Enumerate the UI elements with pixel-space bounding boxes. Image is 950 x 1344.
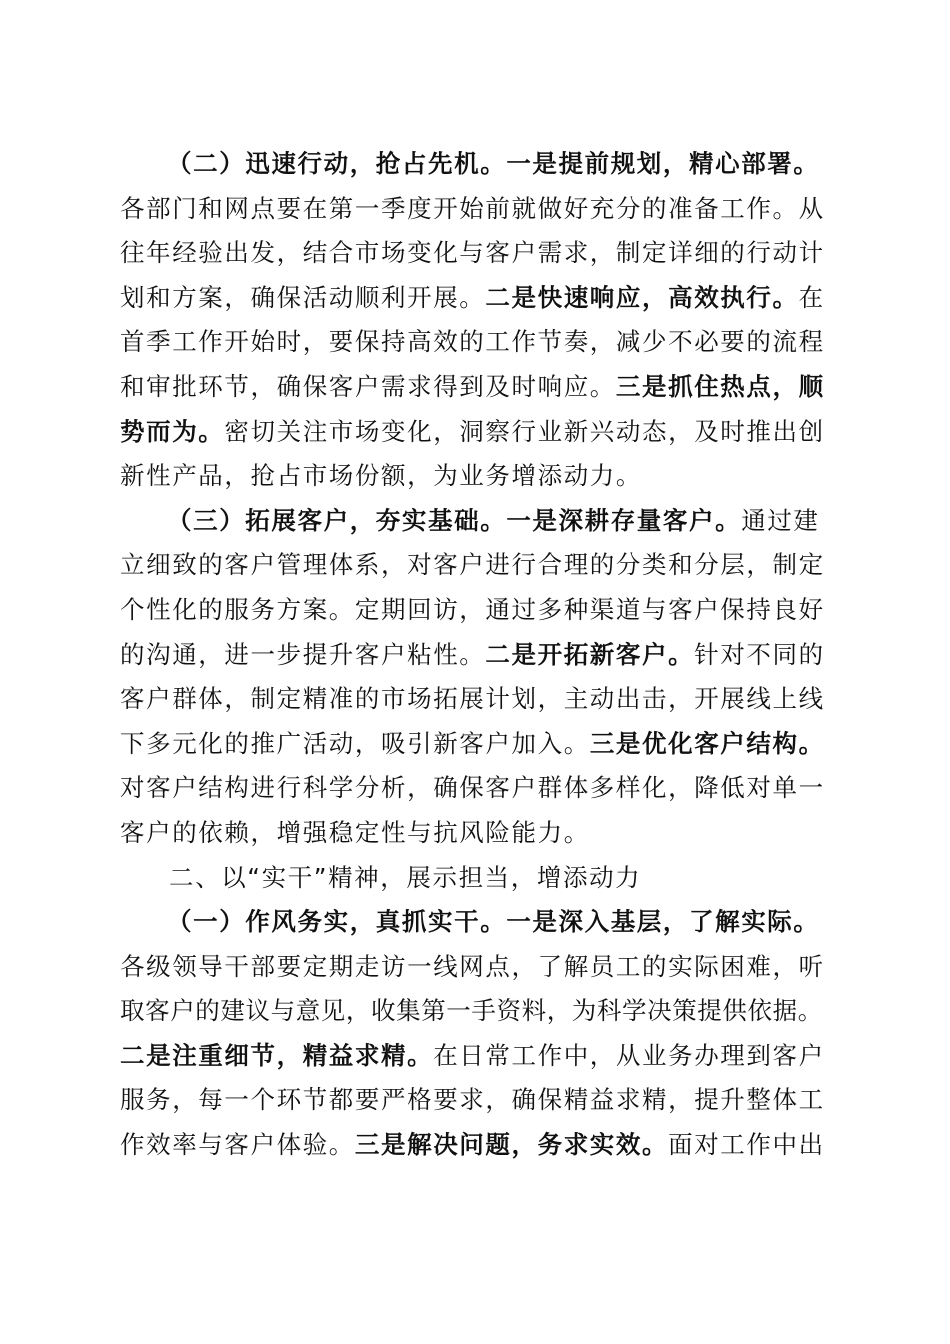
para4-text: 各级领导干部要定期走访一线网点，了解员工的实际困难，听 <box>120 951 825 981</box>
para3-text: 个性化的服务方案。定期回访，通过多种渠道与客户保持良好 <box>120 594 825 624</box>
para4-text: 取客户的建议与意见，收集第一手资料，为科学决策提供依据。 <box>120 996 823 1026</box>
para3-text: 客户的依赖，增强稳定性与抗风险能力。 <box>120 817 590 847</box>
para2-sub3-bold: 势而为。 <box>120 416 225 446</box>
para2-sub3-bold: 三是抓住热点，顺 <box>615 371 825 401</box>
para4-line4 <box>120 1034 840 1079</box>
para3-text: 的沟通，进一步提升客户粘性。 <box>120 639 486 669</box>
para3-text: 对客户结构进行科学分析，确保客户群体多样化，降低对单一 <box>120 773 825 803</box>
para3-line1 <box>120 499 840 544</box>
para4-line1 <box>120 900 840 945</box>
para2-line1 <box>120 142 840 187</box>
para3-text: 下多元化的推广活动，吸引新客户加入。 <box>120 728 590 758</box>
para3-sub3-bold: 三是优化客户结构。 <box>589 728 825 758</box>
para2-text: 划和方案，确保活动顺利开展。 <box>120 282 486 312</box>
para4-sub3-bold: 三是解决问题，务求实效。 <box>354 1130 669 1160</box>
para2-line6 <box>120 365 840 410</box>
para4-sub2-bold: 二是注重细节，精益求精。 <box>120 1040 434 1070</box>
para3-text: 立细致的客户管理体系，对客户进行合理的分类和分层，制定 <box>120 550 825 580</box>
para2-text: 新性产品，抢占市场份额，为业务增添动力。 <box>120 461 642 491</box>
para3-sub2-bold: 二是开拓新客户。 <box>485 639 695 669</box>
para2-text: 和审批环节，确保客户需求得到及时响应。 <box>120 371 616 401</box>
para2-line8 <box>120 454 840 499</box>
para2-text: 在 <box>798 282 825 312</box>
para2-line3 <box>120 231 840 276</box>
para2-line5 <box>120 320 840 365</box>
para3-text: 针对不同的 <box>694 639 825 669</box>
para4-line2 <box>120 945 840 990</box>
para3-text: 通过建 <box>741 505 820 535</box>
para3-line8 <box>120 811 840 856</box>
para4-text: 在日常工作中，从业务办理到客户 <box>433 1040 825 1070</box>
para3-line4 <box>120 633 840 678</box>
para2-text: 各部门和网点要在第一季度开始前就做好充分的准备工作。从 <box>120 193 825 223</box>
para4-line5 <box>120 1078 840 1123</box>
para4-text: 服务，每一个环节都要严格要求，确保精益求精，提升整体工 <box>120 1085 825 1115</box>
para2-sub1-bold: 一是提前规划，精心部署。 <box>506 149 820 178</box>
para2-sub2-bold: 二是快速响应，高效执行。 <box>485 282 799 312</box>
para2-line7 <box>120 410 840 455</box>
para4-line6 <box>120 1123 840 1168</box>
para3-text: 客户群体，制定精准的市场拓展计划，主动出击，开展线上线 <box>120 684 825 714</box>
para3-line5 <box>120 677 840 722</box>
para4-text: 作效率与客户体验。 <box>120 1130 355 1160</box>
para4-text: 面对工作中出 <box>668 1130 825 1160</box>
para2-text: 密切关注市场变化，洞察行业新兴动态，及时推出创 <box>224 416 825 446</box>
para2-heading: （二）迅速行动，抢占先机。 <box>167 149 507 178</box>
para4-line3 <box>120 989 840 1034</box>
section-2-title: 二、以“实干”精神，展示担当，增添动力 <box>169 862 642 892</box>
para2-line2 <box>120 187 840 232</box>
para3-sub1-bold: 一是深耕存量客户。 <box>506 505 742 535</box>
para3-line2 <box>120 543 840 588</box>
para3-line6 <box>120 722 840 767</box>
para3-line7 <box>120 766 840 811</box>
para3-heading: （三）拓展客户，夯实基础。 <box>167 505 507 535</box>
para3-line3 <box>120 588 840 633</box>
para2-text: 往年经验出发，结合市场变化与客户需求，制定详细的行动计 <box>120 238 825 268</box>
document-body <box>120 142 840 1168</box>
para4-heading: （一）作风务实，真抓实干。 <box>167 907 507 937</box>
para2-line4 <box>120 276 840 321</box>
para2-text: 首季工作开始时，要保持高效的工作节奏，减少不必要的流程 <box>120 327 825 357</box>
para4-sub1-bold: 一是深入基层，了解实际。 <box>506 907 820 937</box>
